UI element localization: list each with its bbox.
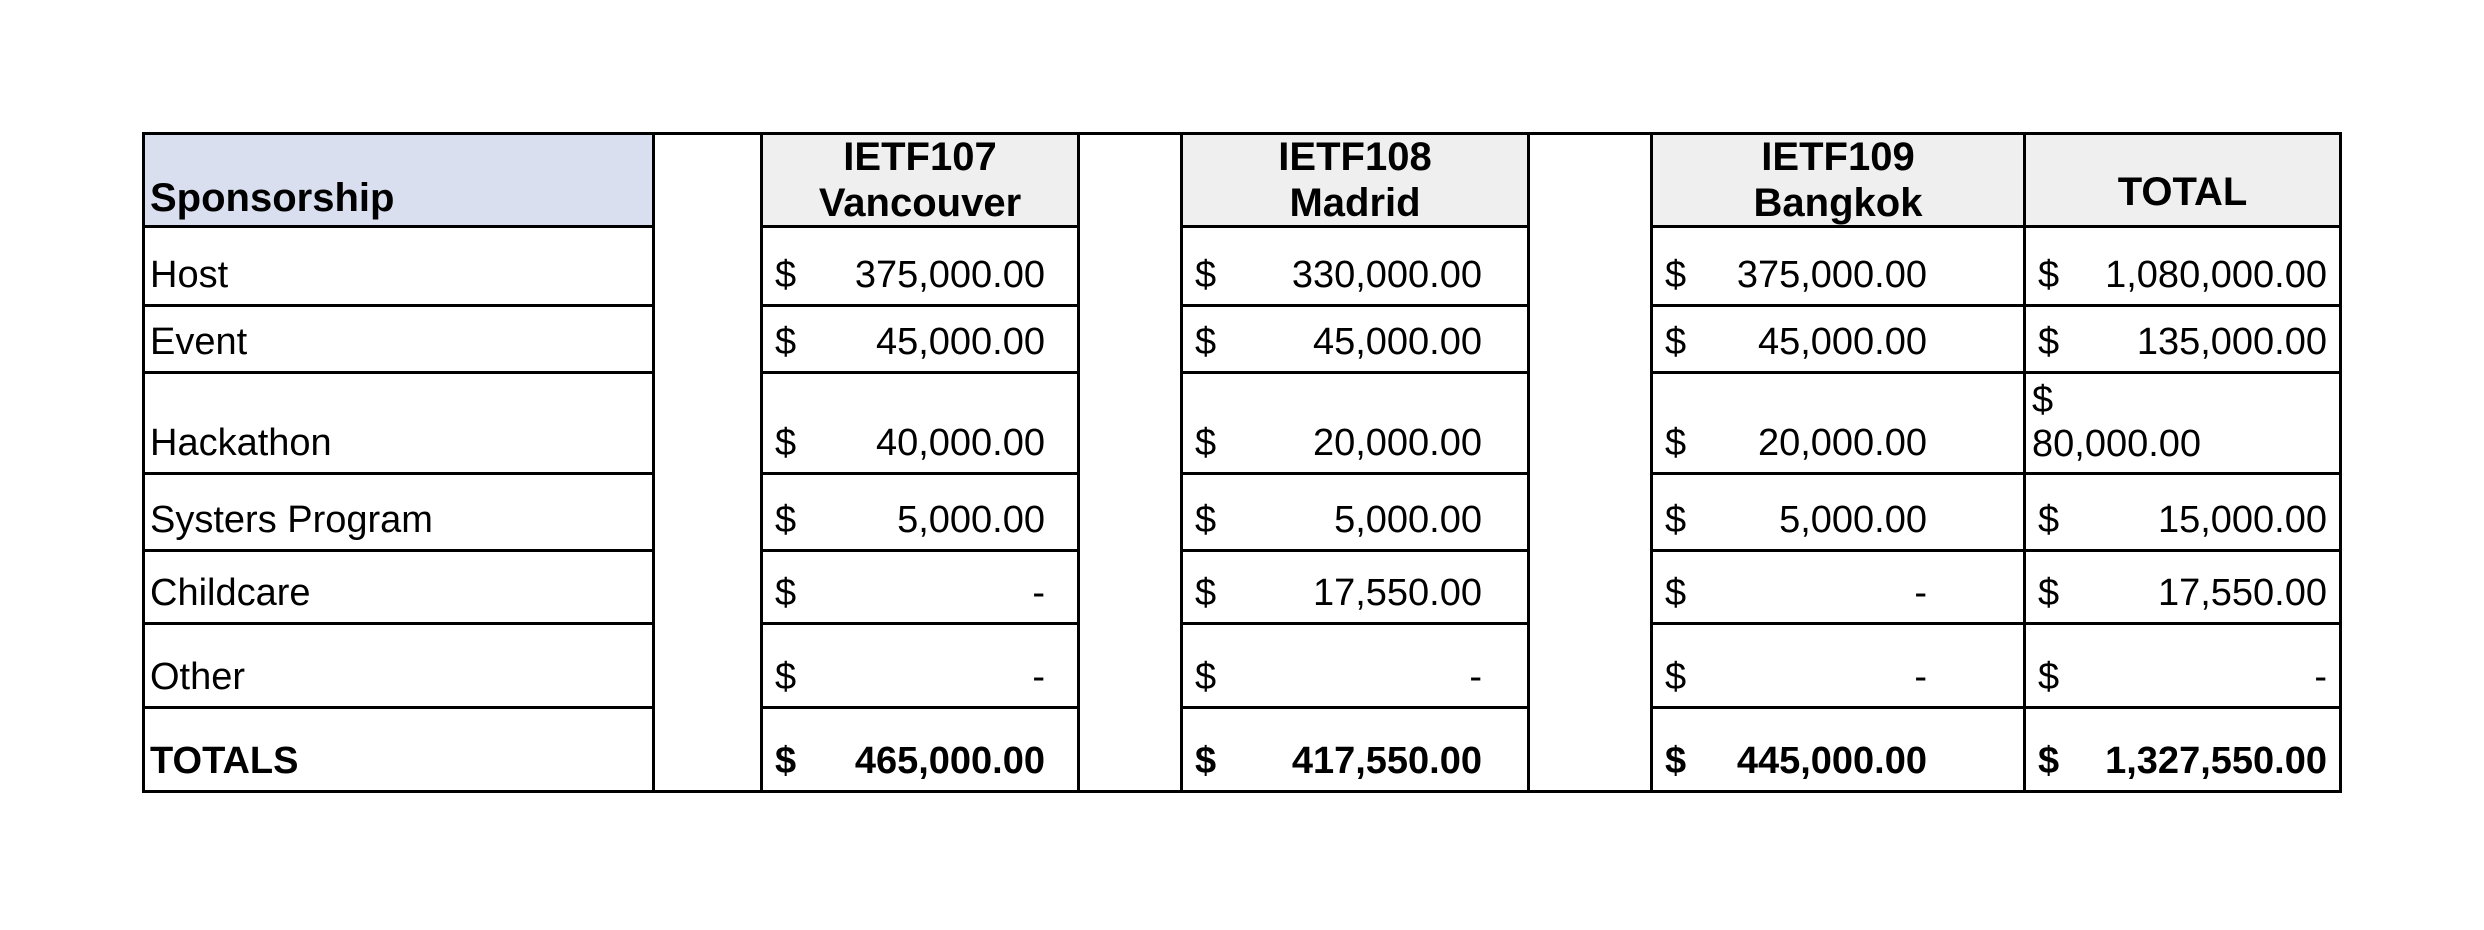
- event-bangkok-amount: [1650, 307, 2026, 374]
- host-vancouver-amount: [760, 228, 1080, 307]
- cell-value: 15,000.00: [2157, 499, 2327, 542]
- column-header-line2: Bangkok: [1753, 181, 1923, 225]
- currency-symbol: $: [1665, 656, 1687, 699]
- row-label-totals: TOTALS: [142, 709, 655, 793]
- cell-value: -: [2314, 656, 2327, 699]
- column-header-line1: IETF109: [1761, 135, 1915, 179]
- currency-symbol: $: [775, 321, 797, 364]
- column-header-line2: Madrid: [1289, 181, 1421, 225]
- spacer-column-cell: [655, 132, 760, 228]
- cell-value: 80,000.00: [2032, 423, 2202, 465]
- cell-value: -: [1032, 572, 1045, 615]
- childcare-vancouver-amount: [760, 552, 1080, 625]
- column-header-line1: TOTAL: [2117, 170, 2248, 214]
- totals-madrid-amount: [1180, 709, 1530, 793]
- column-header-ietf109-bangkok: [1650, 132, 2026, 228]
- other-vancouver-amount: [760, 625, 1080, 709]
- currency-symbol: $: [1665, 422, 1687, 465]
- spacer-column-cell: [1530, 625, 1650, 709]
- currency-symbol: $: [1195, 422, 1217, 465]
- spacer-column-cell: [655, 475, 760, 552]
- currency-symbol: $: [1195, 656, 1217, 699]
- spacer-column-cell: [1080, 625, 1180, 709]
- cell-value: 20,000.00: [1757, 422, 1927, 465]
- row-label-hackathon: Hackathon: [142, 374, 655, 475]
- currency-symbol: $: [2038, 499, 2060, 542]
- spacer-column-cell: [1080, 475, 1180, 552]
- row-label-childcare: Childcare: [142, 552, 655, 625]
- column-header-line1: IETF108: [1278, 135, 1432, 179]
- cell-value: 5,000.00: [897, 499, 1045, 542]
- currency-symbol: $: [1195, 499, 1217, 542]
- spacer-column-cell: [1530, 132, 1650, 228]
- currency-symbol: $: [2038, 321, 2060, 364]
- currency-symbol: $: [2038, 572, 2060, 615]
- cell-value: -: [1032, 656, 1045, 699]
- cell-value: 17,550.00: [2157, 572, 2327, 615]
- totals-bangkok-amount: [1650, 709, 2026, 793]
- column-header-total: [2026, 132, 2342, 228]
- totals-total-amount: [2026, 709, 2342, 793]
- cell-value: 45,000.00: [875, 321, 1045, 364]
- cell-value: -: [1914, 572, 1927, 615]
- other-bangkok-amount: [1650, 625, 2026, 709]
- spacer-column-cell: [655, 307, 760, 374]
- corner-header-sponsorship: Sponsorship: [142, 132, 655, 228]
- currency-symbol: $: [1195, 254, 1217, 297]
- host-madrid-amount: [1180, 228, 1530, 307]
- cell-value: 375,000.00: [1736, 254, 1927, 297]
- column-header-line2: Vancouver: [818, 181, 1022, 225]
- cell-value: 465,000.00: [854, 740, 1045, 783]
- systers-madrid-amount: [1180, 475, 1530, 552]
- spacer-column-cell: [1080, 552, 1180, 625]
- currency-symbol: $: [1665, 740, 1687, 783]
- other-madrid-amount: [1180, 625, 1530, 709]
- hackathon-madrid-amount: [1180, 374, 1530, 475]
- currency-symbol: $: [1195, 321, 1217, 364]
- currency-symbol: $: [1195, 740, 1217, 783]
- currency-symbol: $: [775, 572, 797, 615]
- spacer-column-cell: [1080, 132, 1180, 228]
- cell-value: 1,080,000.00: [2105, 254, 2327, 297]
- spacer-column-cell: [1530, 552, 1650, 625]
- row-label-other: Other: [142, 625, 655, 709]
- hackathon-vancouver-amount: [760, 374, 1080, 475]
- childcare-bangkok-amount: [1650, 552, 2026, 625]
- currency-symbol: $: [775, 499, 797, 542]
- childcare-madrid-amount: [1180, 552, 1530, 625]
- column-header-ietf108-madrid: [1180, 132, 1530, 228]
- hackathon-total-amount: [2026, 374, 2342, 475]
- systers-bangkok-amount: [1650, 475, 2026, 552]
- currency-symbol: $: [2038, 656, 2060, 699]
- currency-symbol: $: [775, 254, 797, 297]
- currency-symbol: $: [1665, 572, 1687, 615]
- currency-symbol: $: [1665, 499, 1687, 542]
- cell-value: 135,000.00: [2136, 321, 2327, 364]
- cell-value: 40,000.00: [875, 422, 1045, 465]
- currency-symbol: $: [2038, 740, 2060, 783]
- childcare-total-amount: [2026, 552, 2342, 625]
- cell-value: 5,000.00: [1334, 499, 1482, 542]
- spacer-column-cell: [655, 709, 760, 793]
- cell-value: 1,327,550.00: [2105, 740, 2327, 783]
- cell-value: 5,000.00: [1779, 499, 1927, 542]
- currency-symbol: $: [2038, 254, 2060, 297]
- spacer-column-cell: [655, 552, 760, 625]
- event-vancouver-amount: [760, 307, 1080, 374]
- event-total-amount: [2026, 307, 2342, 374]
- currency-symbol: $: [1195, 572, 1217, 615]
- event-madrid-amount: [1180, 307, 1530, 374]
- cell-value: 375,000.00: [854, 254, 1045, 297]
- cell-value: -: [1469, 656, 1482, 699]
- cell-value: 20,000.00: [1312, 422, 1482, 465]
- cell-value: 330,000.00: [1291, 254, 1482, 297]
- spacer-column-cell: [1530, 374, 1650, 475]
- cell-value: 45,000.00: [1757, 321, 1927, 364]
- spacer-column-cell: [1530, 709, 1650, 793]
- row-label-host: Host: [142, 228, 655, 307]
- totals-vancouver-amount: [760, 709, 1080, 793]
- systers-total-amount: [2026, 475, 2342, 552]
- spacer-column-cell: [655, 374, 760, 475]
- column-header-line1: IETF107: [843, 135, 997, 179]
- cell-value: 17,550.00: [1312, 572, 1482, 615]
- spacer-column-cell: [655, 228, 760, 307]
- host-bangkok-amount: [1650, 228, 2026, 307]
- other-total-amount: [2026, 625, 2342, 709]
- spacer-column-cell: [1080, 228, 1180, 307]
- column-header-ietf107-vancouver: [760, 132, 1080, 228]
- systers-vancouver-amount: [760, 475, 1080, 552]
- currency-symbol: $: [775, 740, 797, 783]
- sponsorship-table: [142, 132, 2342, 793]
- currency-symbol: $: [1665, 321, 1687, 364]
- currency-symbol: $: [1665, 254, 1687, 297]
- spacer-column-cell: [1530, 475, 1650, 552]
- row-label-event: Event: [142, 307, 655, 374]
- spacer-column-cell: [1530, 228, 1650, 307]
- spacer-column-cell: [1530, 307, 1650, 374]
- currency-symbol: $: [775, 656, 797, 699]
- cell-value: 417,550.00: [1291, 740, 1482, 783]
- cell-value: 445,000.00: [1736, 740, 1927, 783]
- cell-value: -: [1914, 656, 1927, 699]
- spacer-column-cell: [655, 625, 760, 709]
- hackathon-bangkok-amount: [1650, 374, 2026, 475]
- spacer-column-cell: [1080, 307, 1180, 374]
- currency-symbol: $: [2032, 379, 2054, 421]
- spacer-column-cell: [1080, 374, 1180, 475]
- host-total-amount: [2026, 228, 2342, 307]
- row-label-systers-program: Systers Program: [142, 475, 655, 552]
- currency-symbol: $: [775, 422, 797, 465]
- cell-value: 45,000.00: [1312, 321, 1482, 364]
- spacer-column-cell: [1080, 709, 1180, 793]
